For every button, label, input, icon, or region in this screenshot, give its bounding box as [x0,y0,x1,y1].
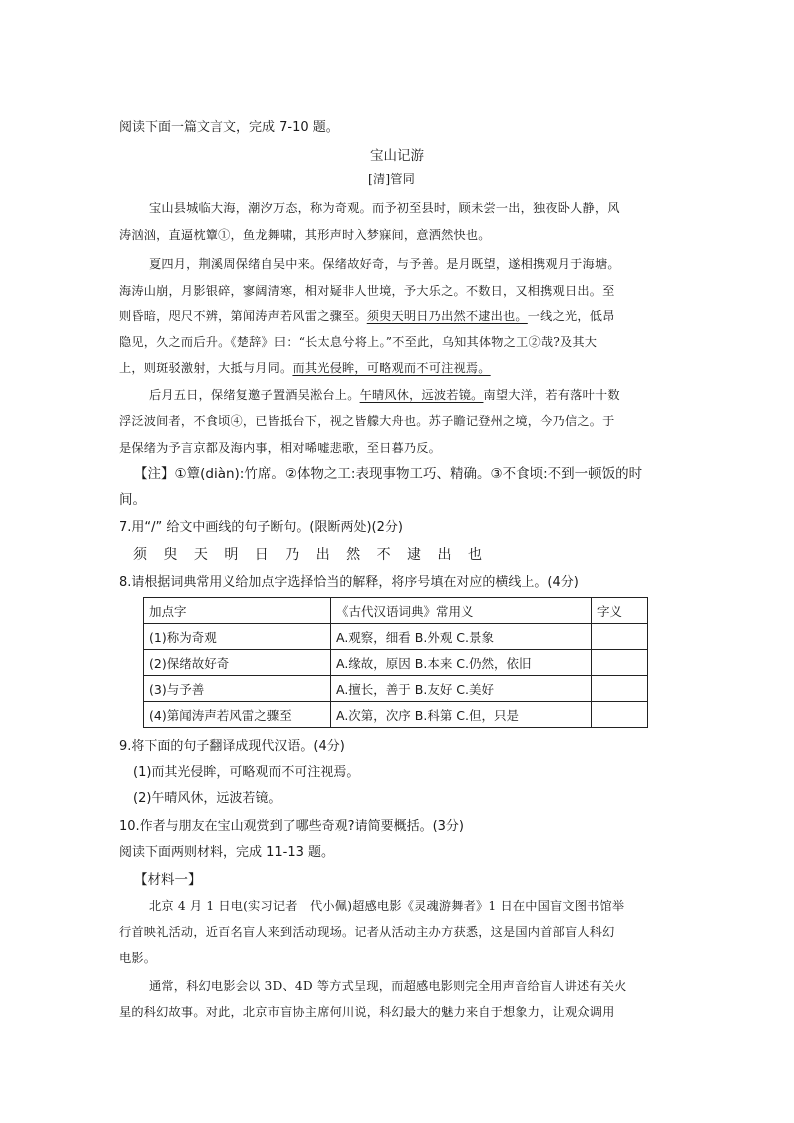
table-row [144,676,648,702]
reading-intro-2: 阅读下面两则材料，完成 11-13 题。 [119,845,335,860]
answer-cell[interactable] [592,624,648,650]
paragraph-2-line: 则昏暗，咫尺不辨，第闻涛声若风雷之骤至。须臾天明日乃出然不逮出也。一线之光，低昂 [119,309,615,323]
table-row [144,650,648,676]
question-7-sentence: 须 臾 天 明 日 乃 出 然 不 逮 出 也 [133,547,488,563]
underlined-sentence: 而其光侵眸，可略观而不可注视焉。 [292,361,491,375]
question-9-item: (1)而其光侵眸，可略观而不可注视焉。 [133,765,360,780]
underlined-sentence: 午晴风休，远波若镜。 [359,388,484,402]
table-row [144,624,648,650]
paragraph-1-line: 涛汹汹，直逼枕簟①，鱼龙舞啸，其形声时入梦寐间，意洒然快也。 [119,228,491,242]
material-label: 【材料一】 [134,872,202,888]
paragraph-3-line: 后月五日，保绪复邀子置酒吴淞台上。午晴风休，远波若镜。南望大洋，若有落叶十数 [149,388,620,402]
table-header-cell: 《古代汉语词典》常用义 [331,598,592,624]
paragraph-3-line: 浮泛波间者，不食顷④，已皆抵台下，视之皆艨大舟也。苏子瞻记登州之境，今乃信之。于 [119,414,615,428]
material-1-line: 行首映礼活动，近百名盲人来到活动现场。记者从活动主办方获悉，这是国内首部盲人科幻 [119,925,615,939]
table-cell: A.擅长，善于 B.友好 C.美好 [331,676,592,702]
annotation-note: 【注】①簟(diàn):竹席。②体物之工:表现事物工巧、精确。③不食顷:不到一顿饭的时 [134,466,643,482]
question-8: 8.请根据词典常用义给加点字选择恰当的解释，将序号填在对应的横线上。(4分) [119,575,579,590]
material-1-line: 星的科幻故事。对此，北京市盲协主席何川说，科幻最大的魅力来自于想象力，让观众调用 [119,1005,615,1019]
answer-cell[interactable] [592,676,648,702]
essay-author: [清]管同 [368,172,416,186]
table-header-cell: 加点字 [144,598,331,624]
essay-title: 宝山记游 [370,148,424,164]
annotation-note: 间。 [119,492,146,508]
material-1-line: 北京 4 月 1 日电(实习记者 代小佩)超感电影《灵魂游舞者》1 日在中国盲文图书馆举 [149,899,625,913]
material-1-line: 电影。 [119,951,157,965]
paragraph-1-line: 宝山县城临大海，潮汐万态，称为奇观。而予初至县时，顾未尝一出，独夜卧人静，风 [149,201,620,215]
table-cell: (1)称为奇观 [144,624,331,650]
answer-cell[interactable] [592,702,648,728]
table-header-cell: 字义 [592,598,648,624]
table-cell: A.观察，细看 B.外观 C.景象 [331,624,592,650]
table-row [144,702,648,728]
material-1-line: 通常，科幻电影会以 3D、4D 等方式呈现，而超感电影则完全用声音给盲人讲述有关火 [149,979,627,993]
table-cell: (3)与予善 [144,676,331,702]
table-cell: (2)保绪故好奇 [144,650,331,676]
underlined-sentence: 须臾天明日乃出然不逮出也。 [366,309,528,323]
question-9-item: (2)午晴风休，远波若镜。 [133,791,282,806]
table-cell: A.次第，次序 B.科第 C.但，只是 [331,702,592,728]
paragraph-2-line: 夏四月，荆溪周保绪自吴中来。保绪故好奇，与予善。是月既望，遂相携观月于海塘。 [149,257,620,271]
table-cell: (4)第闻涛声若风雷之骤至 [144,702,331,728]
question-7: 7.用“/” 给文中画线的句子断句。(限断两处)(2分) [119,520,403,535]
paragraph-2-line: 海涛山崩，月影银碎，寥阔清寒，相对疑非人世境，予大乐之。不数日，又相携观日出。至 [119,284,615,298]
table-header-row [144,598,648,624]
paragraph-2-line: 上，则斑驳激射，大抵与月同。而其光侵眸，可略观而不可注视焉。 [119,361,491,375]
table-cell: A.缘故，原因 B.本来 C.仍然，依旧 [331,650,592,676]
vocab-table [143,597,648,728]
answer-cell[interactable] [592,650,648,676]
paragraph-3-line: 是保绪为予言京都及海内事，相对唏嘘悲歌，至日暮乃反。 [119,441,442,455]
reading-intro: 阅读下面一篇文言文，完成 7-10 题。 [119,120,339,135]
question-10: 10.作者与朋友在宝山观赏到了哪些奇观?请简要概括。(3分) [119,819,464,834]
paragraph-2-line: 隐见，久之而后升。《楚辞》曰：“长太息兮将上。”不至此，乌知其体物之工②哉?及其大 [119,335,598,349]
question-9: 9.将下面的句子翻译成现代汉语。(4分) [119,739,345,754]
